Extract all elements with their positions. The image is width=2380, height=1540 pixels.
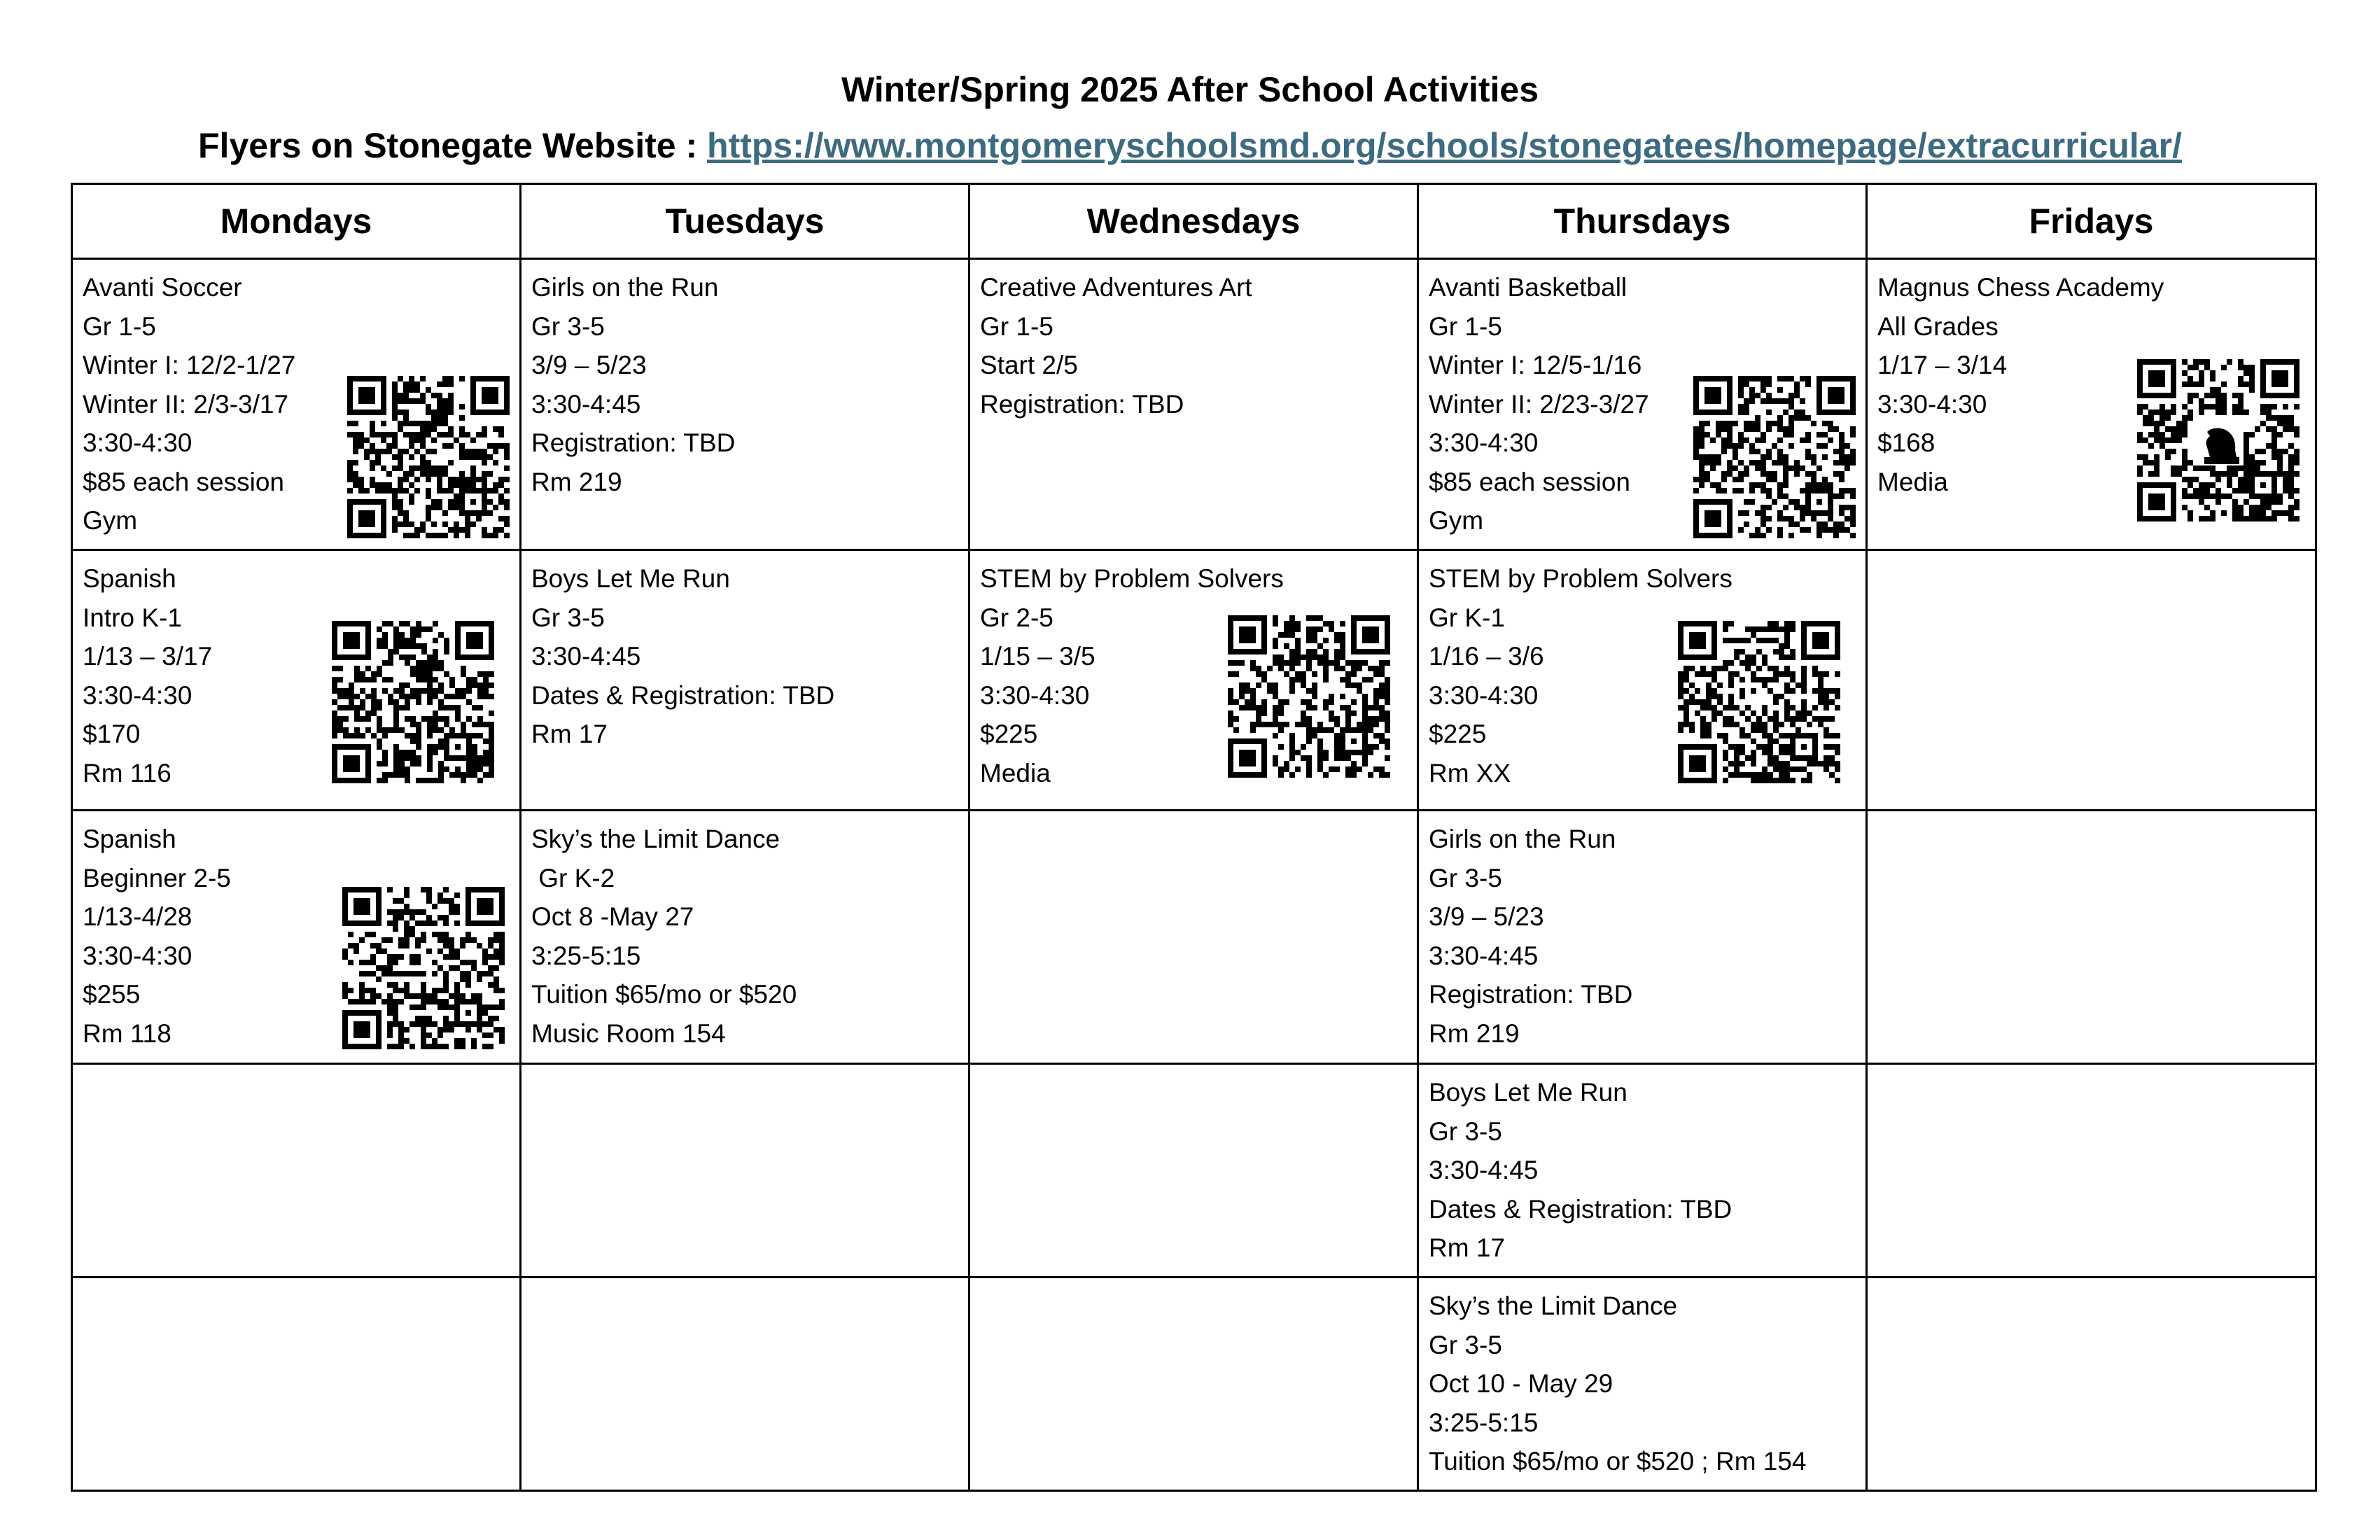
activity-detail: 3:30-4:30 [1877, 389, 1987, 419]
activity-detail: Rm 118 [83, 1018, 172, 1048]
activity-detail: 3:30-4:30 [83, 941, 192, 970]
activity-name: Avanti Soccer [83, 273, 242, 302]
activity-cell-thursday [1418, 550, 1867, 811]
activity-detail: Gr 3-5 [1429, 863, 1502, 892]
activity-cell-monday [72, 1064, 521, 1278]
activity-detail: 1/16 – 3/6 [1429, 642, 1544, 671]
day-header-tuesday: Tuesdays [521, 184, 969, 259]
activity-detail: Gym [1429, 506, 1484, 535]
activity-detail: Registration: TBD [980, 389, 1184, 419]
activity-detail: Rm 17 [531, 720, 608, 748]
qr-code-icon[interactable] [1693, 376, 1856, 538]
activity-detail: $170 [83, 720, 141, 748]
activity-detail: Winter II: 2/23-3/27 [1429, 389, 1649, 419]
activity-name: STEM by Problem Solvers [1429, 564, 1732, 593]
activity-detail: Gr 1-5 [83, 312, 156, 341]
activity-cell-thursday [1418, 1278, 1867, 1491]
activity-detail: Oct 8 -May 27 [531, 902, 694, 931]
activity-cell-thursday [1418, 1064, 1867, 1278]
activity-detail: Start 2/5 [980, 351, 1078, 379]
activity-detail: Gr 3-5 [531, 312, 605, 341]
activity-detail: Media [1877, 467, 1948, 496]
activity-name: STEM by Problem Solvers [980, 564, 1284, 593]
qr-code-icon[interactable] [347, 376, 510, 538]
subtitle-prefix: Flyers on Stonegate Website : [198, 126, 708, 165]
activity-cell-tuesday [521, 811, 969, 1064]
activity-name: Girls on the Run [531, 273, 719, 302]
activity-name: Spanish [83, 564, 176, 593]
activity-detail: Registration: TBD [531, 428, 736, 457]
day-header-friday: Fridays [1867, 184, 2316, 259]
activity-detail: $225 [980, 720, 1038, 748]
activity-detail: Rm 17 [1429, 1233, 1505, 1262]
activity-detail: 3:30-4:30 [1429, 428, 1539, 457]
activity-detail: Gr K-1 [1429, 603, 1505, 632]
activity-detail: 3:30-4:45 [531, 389, 641, 419]
activity-detail: Gr 1-5 [1429, 312, 1502, 341]
activity-detail: $255 [83, 980, 141, 1009]
activity-detail: Oct 10 - May 29 [1429, 1369, 1614, 1398]
activity-cell-tuesday [521, 259, 969, 550]
table-row [72, 550, 2316, 811]
table-row [72, 1278, 2316, 1491]
activity-cell-wednesday [969, 1064, 1418, 1278]
activity-cell-friday [1867, 1278, 2316, 1491]
chess-knight-qr-code-icon[interactable] [2137, 359, 2300, 522]
activity-cell-thursday [1418, 259, 1867, 550]
activity-detail: 1/13 – 3/17 [83, 642, 213, 671]
table-row [72, 1064, 2316, 1278]
activity-detail: 3:25-5:15 [531, 941, 641, 970]
activity-name: Girls on the Run [1429, 825, 1616, 853]
day-header-thursday: Thursdays [1418, 184, 1867, 259]
activity-cell-wednesday [969, 259, 1418, 550]
activity-detail: Dates & Registration: TBD [531, 680, 835, 710]
activity-detail: $85 each session [1429, 467, 1630, 496]
activity-name: Sky’s the Limit Dance [531, 825, 780, 853]
activity-cell-monday [72, 811, 521, 1064]
day-header-monday: Mondays [72, 184, 521, 259]
activity-detail: Rm 219 [1429, 1018, 1520, 1048]
activity-detail: 3:30-4:45 [1429, 1156, 1539, 1184]
activity-detail: $168 [1877, 428, 1935, 457]
day-header-wednesday: Wednesdays [969, 184, 1418, 259]
activity-detail: 3/9 – 5/23 [1429, 902, 1544, 931]
activity-detail: Tuition $65/mo or $520 ; Rm 154 [1429, 1447, 1807, 1476]
activity-cell-wednesday [969, 1278, 1418, 1491]
activity-cell-friday [1867, 1064, 2316, 1278]
activity-detail: 3:30-4:30 [1429, 680, 1539, 710]
activity-detail: Tuition $65/mo or $520 [531, 980, 797, 1009]
activity-detail: All Grades [1877, 312, 1998, 341]
activity-detail: Winter I: 12/2-1/27 [83, 351, 296, 379]
website-link[interactable]: https://www.montgomeryschoolsmd.org/schools/stonegatees/homepage/extracurricular/ [707, 126, 2182, 165]
activity-detail: 3:30-4:30 [83, 428, 192, 457]
activity-detail: Winter I: 12/5-1/16 [1429, 351, 1642, 379]
activity-detail: Dates & Registration: TBD [1429, 1194, 1732, 1224]
activity-name: Creative Adventures Art [980, 273, 1252, 302]
table-row [72, 811, 2316, 1064]
activity-detail: Registration: TBD [1429, 980, 1633, 1009]
activity-detail: Winter II: 2/3-3/17 [83, 389, 289, 419]
activity-cell-wednesday [969, 550, 1418, 811]
activity-name: Boys Let Me Run [1429, 1078, 1628, 1107]
activity-name: Sky’s the Limit Dance [1429, 1292, 1678, 1320]
qr-code-icon[interactable] [332, 621, 494, 783]
activity-detail: 1/13-4/28 [83, 902, 192, 931]
activity-detail: Gr 3-5 [1429, 1330, 1502, 1359]
day-header-row [72, 184, 2316, 259]
table-row [72, 259, 2316, 550]
activity-detail: 3:30-4:45 [531, 642, 641, 671]
activity-cell-friday [1867, 550, 2316, 811]
activity-name: Spanish [83, 825, 176, 853]
activity-cell-tuesday [521, 1278, 969, 1491]
activity-cell-thursday [1418, 811, 1867, 1064]
flyers-subtitle [0, 125, 2380, 167]
activity-detail: Media [980, 758, 1051, 788]
activity-detail: Beginner 2-5 [83, 863, 231, 892]
activity-detail: Gr 3-5 [531, 603, 605, 632]
activity-detail: 3:30-4:45 [1429, 941, 1539, 970]
activity-detail: Gym [83, 506, 138, 535]
activity-cell-tuesday [521, 550, 969, 811]
activity-detail: 1/17 – 3/14 [1877, 351, 2008, 379]
activity-detail: 3:25-5:15 [1429, 1408, 1539, 1437]
activity-detail: 3:30-4:30 [980, 680, 1090, 710]
activity-detail: Rm 219 [531, 467, 622, 496]
activity-cell-friday [1867, 811, 2316, 1064]
activity-detail: Intro K-1 [83, 603, 182, 632]
activity-detail: 3:30-4:30 [83, 680, 192, 710]
activity-detail: Gr 3-5 [1429, 1116, 1502, 1146]
activity-detail: $225 [1429, 720, 1487, 748]
activity-detail: Gr 1-5 [980, 312, 1054, 341]
activity-detail: Music Room 154 [531, 1018, 726, 1048]
activity-name: Avanti Basketball [1429, 273, 1628, 302]
qr-code-icon[interactable] [1678, 621, 1840, 783]
activity-detail: 3/9 – 5/23 [531, 351, 647, 379]
activity-detail: Rm XX [1429, 758, 1511, 788]
qr-code-icon[interactable] [1228, 615, 1390, 778]
qr-code-icon[interactable] [342, 887, 505, 1049]
activity-detail: Rm 116 [83, 758, 172, 788]
activity-cell-wednesday [969, 811, 1418, 1064]
page-title: Winter/Spring 2025 After School Activities [841, 70, 1539, 109]
activity-detail: $85 each session [83, 467, 284, 496]
activity-cell-monday [72, 259, 521, 550]
activity-detail: 1/15 – 3/5 [980, 642, 1096, 671]
activity-name: Magnus Chess Academy [1877, 273, 2164, 302]
activity-cell-friday [1867, 259, 2316, 550]
activities-table [71, 183, 2317, 1492]
activity-detail: Gr 2-5 [980, 603, 1054, 632]
activity-cell-monday [72, 550, 521, 811]
activity-name: Boys Let Me Run [531, 564, 730, 593]
activity-cell-monday [72, 1278, 521, 1491]
activity-cell-tuesday [521, 1064, 969, 1278]
activity-detail: Gr K-2 [531, 863, 615, 892]
